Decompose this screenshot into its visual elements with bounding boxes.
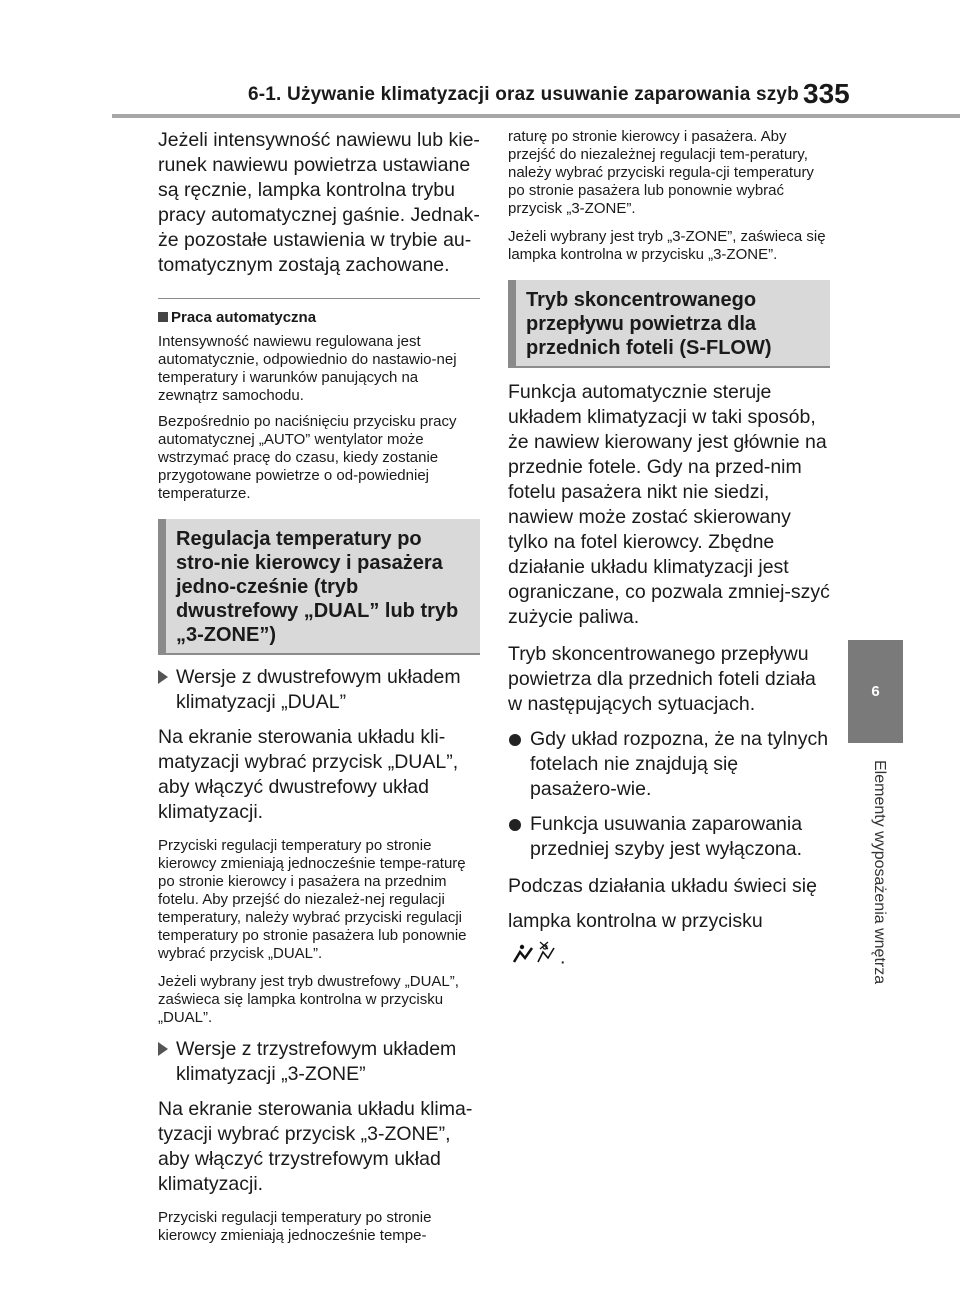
bullet-item-1-text: Gdy układ rozpozna, że na tylnych fotelach nie znajdują się pasażero-wie. (530, 728, 829, 800)
section-divider (158, 653, 480, 655)
dual-paragraph-3: Jeżeli wybrany jest tryb dwustrefowy „DUAL”, zaświeca się lampka kontrolna w przycisku „DUAL”. (158, 973, 459, 1026)
dot-bullet-icon (509, 734, 521, 746)
square-bullet-icon (158, 312, 168, 322)
intro-paragraph: Jeżeli intensywność nawiewu lub kie-runek nawiewu powietrza ustawiane są ręcznie, lampka kontrolna trybu pracy automatycznej gaśnie. Jednak-że pozostałe ustawienia w trybie au-tomatycznym zostają zachowane. (158, 129, 480, 276)
bullet-item-2-text: Funkcja usuwania zaparowania przedniej szyby jest wyłączona. (530, 813, 803, 860)
page-header (0, 0, 960, 112)
subheading-auto (158, 309, 480, 327)
header-divider (112, 114, 960, 118)
section-heading-sflow: Tryb skoncentrowanego przepływu powietrza dla przednich foteli (S-FLOW) (508, 280, 830, 366)
dual-paragraph-1: Na ekranie sterowania układu kli-matyzacji wybrać przycisk „DUAL”, aby włączyć dwustrefowy układ klimatyzacji. (158, 726, 459, 823)
sflow-paragraph-3a: Podczas działania układu świeci się (508, 875, 817, 897)
header-title: 6-1. Używanie klimatyzacji oraz usuwanie zaparowania szyb (248, 84, 799, 105)
section-divider (508, 366, 830, 368)
chapter-tab: 6 (848, 640, 903, 743)
subhead-divider (158, 298, 480, 299)
arrow-bullet-icon (158, 670, 168, 684)
arrow-bullet-icon (158, 1042, 168, 1056)
sflow-paragraph-3b: lampka kontrolna w przycisku (508, 910, 763, 932)
continued-paragraph-1: raturę po stronie kierowcy i pasażera. Aby przejść do niezależnej regulacji tem-peratury, należy wybrać przyciski regula-cji temperatury po stronie pasażera lub ponownie wybrać przycisk „3-ZONE”. (508, 128, 814, 217)
page-number: 335 (803, 78, 850, 109)
sflow-paragraph-2: Tryb skoncentrowanego przepływu powietrza dla przednich foteli działa w następujących sytuacjach. (508, 643, 816, 715)
dual-heading (158, 665, 480, 715)
dot-bullet-icon (509, 819, 521, 831)
bullet-item-1 (508, 727, 830, 802)
left-column (158, 128, 480, 1245)
zone-paragraph-1: Na ekranie sterowania układu klima-tyzacji wybrać przycisk „3-ZONE”, aby włączyć trzystrefowym układ klimatyzacji. (158, 1098, 473, 1195)
dual-heading-text: Wersje z dwustrefowym układem klimatyzacji „DUAL” (176, 666, 461, 713)
seat-airflow-icon (510, 940, 560, 977)
chapter-tab-label: Elementy wyposażenia wnętrza (871, 760, 888, 985)
continued-paragraph-2: Jeżeli wybrany jest tryb „3-ZONE”, zaświeca się lampka kontrolna w przycisku „3-ZONE”. (508, 228, 826, 263)
dual-paragraph-2: Przyciski regulacji temperatury po stronie kierowcy zmieniają jednocześnie tempe-raturę po stronie kierowcy i pasażera na przednim fotelu. Aby przejść do niezależ-nej regulacji temperatury, należy wybrać przyciski regulacji temperatury po stronie pasażera lub ponownie wybrać przycisk „DUAL”. (158, 837, 467, 962)
sflow-icon-line (508, 940, 830, 977)
auto-paragraph-1: Intensywność nawiewu regulowana jest automatycznie, odpowiednio do nastawio-nej temperatury i warunków panujących na zewnątrz samochodu. (158, 333, 457, 404)
period: . (560, 946, 566, 969)
zone-heading (158, 1037, 480, 1087)
zone-paragraph-2: Przyciski regulacji temperatury po stronie kierowcy zmieniają jednocześnie tempe- (158, 1209, 432, 1244)
subheading-auto-text: Praca automatyczna (171, 309, 317, 326)
auto-paragraph-2: Bezpośrednio po naciśnięciu przycisku pracy automatycznej „AUTO” wentylator może wstrzymać pracę do czasu, kiedy zostanie przygotowane powietrze o od-powiedniej temperaturze. (158, 413, 457, 502)
bullet-item-2 (508, 812, 830, 862)
sflow-paragraph-1: Funkcja automatycznie steruje układem klimatyzacji w taki sposób, że nawiew kierowany jest głównie na przednie fotele. Gdy na przed-nim fotelu pasażera nikt nie siedzi, nawiew może zostać skierowany tylko na fotel kierowcy. Zbędne działanie układu klimatyzacji jest ograniczane, co pozwala zmniej-szyć zużycie paliwa. (508, 381, 830, 628)
zone-heading-text: Wersje z trzystrefowym układem klimatyzacji „3-ZONE” (176, 1038, 457, 1085)
right-column (508, 128, 830, 977)
section-heading-dual: Regulacja temperatury po stro-nie kierowcy i pasażera jedno-cześnie (tryb dwustrefowy „DUAL” lub tryb „3-ZONE”) (158, 519, 480, 653)
